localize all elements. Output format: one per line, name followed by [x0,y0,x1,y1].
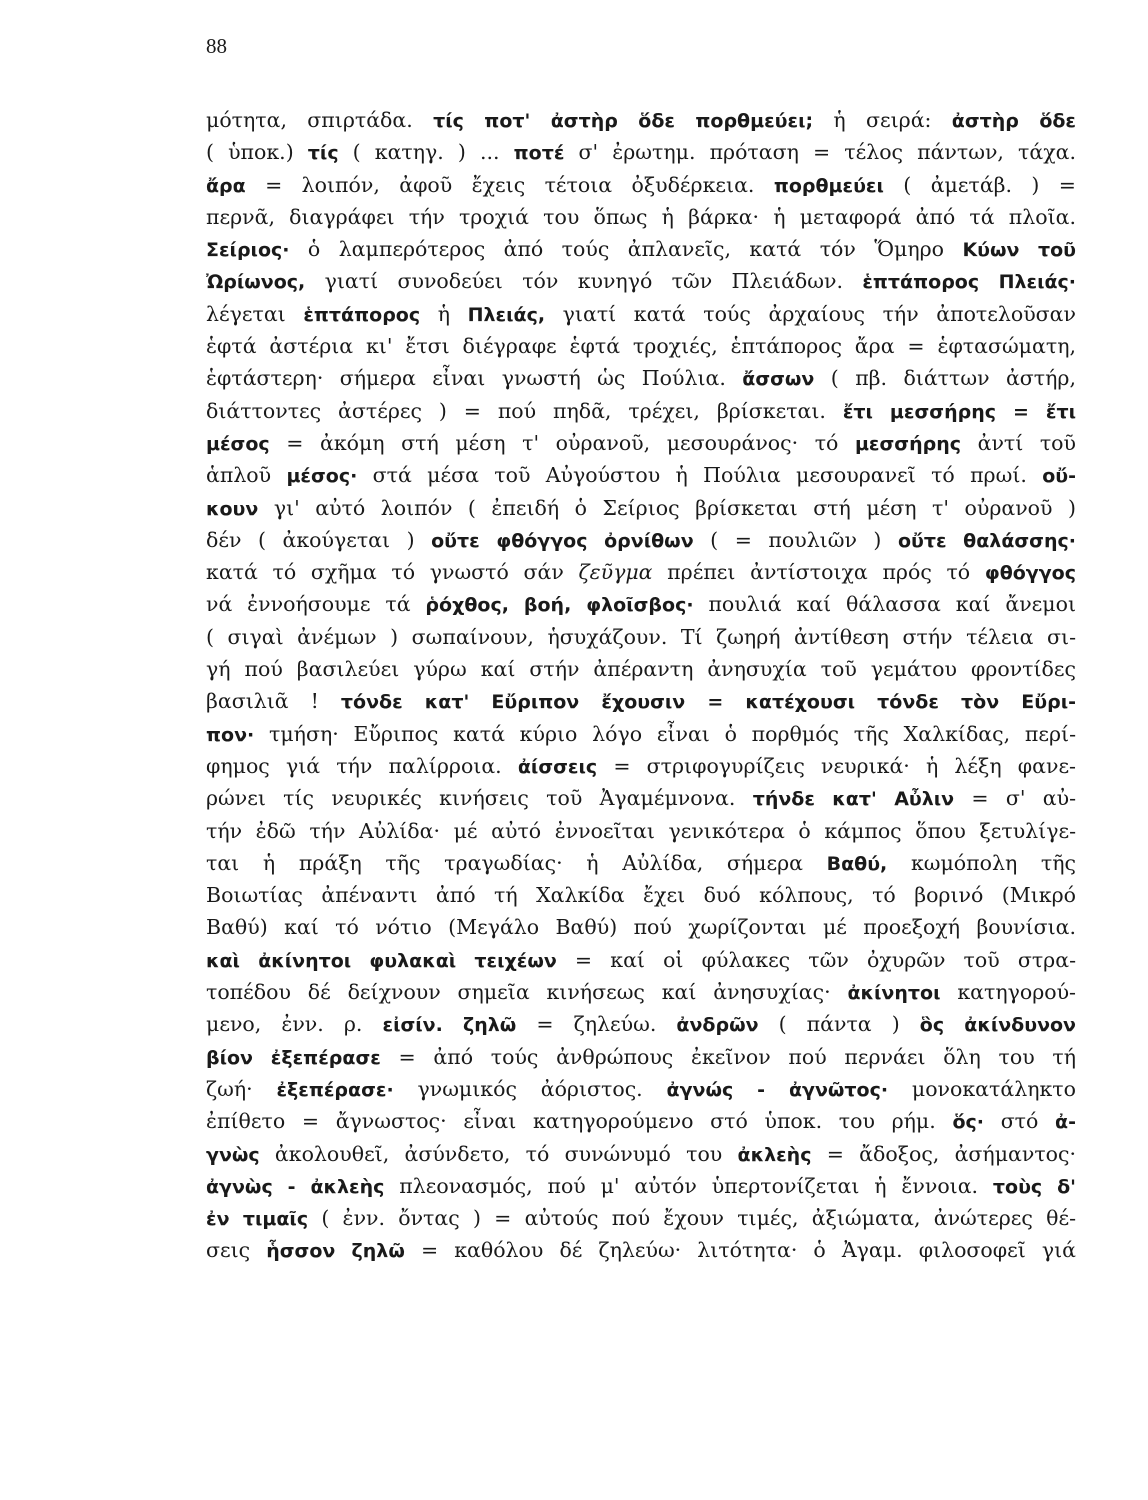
text-line [206,750,1076,782]
text-line [206,879,1076,911]
commentary-segment: = σ' αὐ- [954,786,1076,811]
text-line [206,362,1076,394]
lemma-term: πον· [206,723,255,746]
commentary-segment: πρέπει ἀντίστοιχα πρός τό [652,560,985,585]
text-line [206,782,1076,814]
commentary-segment: φημος γιά τήν παλίρροια. [206,753,518,778]
text-line [206,1234,1076,1266]
lemma-term: Σείριος· [206,239,290,262]
commentary-segment: γνωμικός ἀόριστος. [393,1076,667,1101]
lemma-term: ἀίσσεις [517,755,598,778]
commentary-segment: ( ἀμετάβ. ) = [883,172,1076,197]
page-number: 88 [206,34,227,58]
lemma-term: ἄρα [206,174,246,197]
lemma-term: γνὼς [206,1143,260,1166]
lemma-term: πορθμεύει [773,174,884,197]
text-line [206,1041,1076,1073]
lemma-term: οὔτε θαλάσσης· [897,529,1076,552]
commentary-segment: περνᾶ, διαγράφει τήν τροχιά του ὅπως ἡ βάρκα· ἡ μεταφορά ἀπό τά πλοῖα. [206,204,1076,229]
text-line [206,911,1076,943]
lemma-term: Βαθύ, [826,852,888,875]
lemma-term: ἀγνώς - ἀγνῶτος· [666,1078,889,1101]
commentary-segment: ἀντί τοῦ [961,430,1076,455]
text-line [206,815,1076,847]
text-line [206,265,1076,297]
commentary-segment: γιατί συνοδεύει τόν κυνηγό τῶν Πλειάδων. [305,269,863,294]
commentary-segment: δέν ( ἀκούγεται ) [206,527,432,552]
commentary-segment: τήν ἐδῶ τήν Αὐλίδα· μέ αὐτό ἐννοεῖται γενικότερα ὁ κάμπος ὅπου ξετυλίγε- [206,818,1076,843]
commentary-segment: ται ἡ πράξη τῆς τραγωδίας· ἡ Αὐλίδα, σήμερα [206,850,827,875]
commentary-segment: μότητα, σπιρτάδα. [206,108,434,132]
lemma-term: ἐξεπέρασε· [276,1078,394,1101]
lemma-term: βίον ἐξεπέρασε [206,1046,381,1069]
lemma-term: ἔτι μεσσήρης = ἔτι [842,400,1076,423]
text-line [206,201,1076,233]
lemma-term: τόνδε κατ' Εὔριπον ἔχουσιν = κατέχουσι τόνδε τὸν Εὔρι- [340,691,1076,714]
lemma-term: ποτέ [513,142,565,165]
text-line [206,169,1076,201]
text-line [206,330,1076,362]
commentary-segment: Βοιωτίας ἀπέναντι ἀπό τή Χαλκίδα ἔχει δυό κόλπους, τό βορινό (Μικρό [206,883,1076,908]
commentary-segment: = ἀκόμη στή μέση τ' οὐρανοῦ, μεσουράνος· τό [269,430,855,455]
text-line [206,1170,1076,1202]
commentary-segment: κατηγορού- [940,980,1076,1005]
commentary-segment: μονοκατάληκτο [888,1076,1076,1101]
commentary-segment: ἑφτά ἀστέρια κι' ἔτσι διέγραφε ἑφτά τροχιές, ἑπτάπορος ἄρα = ἑφτασώματη, [206,334,1076,359]
lemma-term: κουν [206,497,259,520]
commentary-segment: Βαθύ) καί τό νότιο (Μεγάλο Βαθύ) πού χωρίζονται μέ προεξοχή βουνίσια. [206,915,1076,940]
text-line [206,588,1076,620]
commentary-segment: τοπέδου δέ δείχνουν σημεῖα κινήσεως καί ἀνησυχίας· [206,980,848,1005]
commentary-segment: γή πού βασιλεύει γύρω καί στήν ἀπέραντη ἀνησυχία τοῦ γεμάτου φροντίδες [206,657,1076,682]
emphasis-term: ζεῦγμα [578,560,653,585]
lemma-term: ῥόχθος, βοή, φλοῖσβος· [425,594,694,617]
text-line [206,653,1076,685]
commentary-segment: ( = πουλιῶν ) [693,527,898,552]
commentary-text [206,104,1076,1267]
lemma-term: μεσσήρης [854,432,962,455]
lemma-term: Ὠρίωνος, [206,271,306,294]
lemma-term: οὔτε φθόγγος ὀρνίθων [431,529,694,552]
commentary-segment: λέγεται [206,301,304,326]
commentary-segment: τμήση· Εὔριπος κατά κύριο λόγο εἶναι ὁ πορθμός τῆς Χαλκίδας, περί- [254,721,1076,746]
commentary-segment: ἑφτάστερη· σήμερα εἶναι γνωστή ὡς Πούλια. [206,366,743,391]
lemma-term: ἑπτάπορος Πλειάς· [862,271,1076,294]
text-line [206,976,1076,1008]
text-line [206,685,1076,717]
text-line [206,427,1076,459]
commentary-segment: = ζηλεύω. [516,1012,677,1037]
text-line [206,136,1076,168]
lemma-term: τήνδε κατ' Αὖλιν [752,788,955,811]
text-line [206,1105,1076,1137]
lemma-term: τίς [307,142,339,165]
text-line [206,459,1076,491]
text-line [206,1138,1076,1170]
commentary-segment: ( ὑποκ.) [206,140,308,165]
commentary-segment: στό [984,1109,1056,1134]
lemma-term: ὃς ἀκίνδυνον [919,1014,1076,1037]
text-line [206,1202,1076,1234]
commentary-segment: ζωή· [206,1076,277,1101]
text-line [206,1008,1076,1040]
commentary-segment: = στριφογυρίζεις νευρικά· ἡ λέξη φανε- [597,753,1076,778]
lemma-term: καὶ ἀκίνητοι φυλακαὶ τειχέων [206,949,557,972]
lemma-term: Κύων τοῦ [962,239,1076,262]
commentary-segment: ἀκολουθεῖ, ἀσύνδετο, τό συνώνυμό του [259,1141,738,1166]
commentary-segment: ( ἐνν. ὄντας ) = αὐτούς πού ἔχουν τιμές, ἀξιώματα, ἀνώτερες θέ- [308,1206,1076,1231]
commentary-segment: κατά τό σχῆμα τό γνωστό σάν [206,560,579,585]
lemma-term: Πλειάς, [467,303,546,326]
lemma-term: ὅς· [952,1111,985,1134]
text-line [206,298,1076,330]
lemma-term: ἑπτάπορος [303,303,421,326]
commentary-segment: σ' ἐρωτημ. πρόταση = τέλος πάντων, τάχα. [564,140,1076,165]
lemma-term: εἰσίν. ζηλῶ [382,1014,517,1037]
lemma-term: ἀστὴρ ὅδε [951,110,1076,132]
commentary-segment: = λοιπόν, ἀφοῦ ἔχεις τέτοια ὀξυδέρκεια. [245,172,774,197]
commentary-segment: βασιλιᾶ ! [206,689,341,714]
text-line [206,847,1076,879]
text-line [206,524,1076,556]
commentary-segment: ( σιγαὶ ἀνέμων ) σωπαίνουν, ἡσυχάζουν. Τί ζωηρή ἀντίθεση στήν τέλεια σι- [206,624,1076,649]
text-line [206,395,1076,427]
commentary-segment: πουλιά καί θάλασσα καί ἄνεμοι [693,592,1076,617]
lemma-term: ἀγνὼς - ἀκλεὴς [206,1175,385,1198]
text-line [206,492,1076,524]
text-line [206,621,1076,653]
commentary-segment: ( πβ. διάττων ἀστήρ, [814,366,1076,391]
commentary-segment: ( κατηγ. ) ... [338,140,514,165]
commentary-segment: διάττοντες ἀστέρες ) = πού πηδᾶ, τρέχει, βρίσκεται. [206,398,843,423]
lemma-term: ἀκίνητοι [847,982,941,1005]
lemma-term: μέσος· [286,465,358,488]
lemma-term: ἐν τιμαῖς [206,1208,309,1231]
commentary-segment: ρώνει τίς νευρικές κινήσεις τοῦ Ἀγαμέμνονα. [206,786,753,811]
commentary-segment: = καί οἱ φύλακες τῶν ὀχυρῶν τοῦ στρα- [556,947,1076,972]
commentary-segment: σεις [206,1238,267,1263]
commentary-segment: νά ἐννοήσουμε τά [206,592,426,617]
commentary-segment: μενο, ἐνν. ρ. [206,1012,383,1037]
text-line [206,104,1076,136]
text-line [206,233,1076,265]
commentary-segment: ἡ [420,301,468,326]
lemma-term: μέσος [206,432,270,455]
text-line [206,718,1076,750]
commentary-segment: = καθόλου δέ ζηλεύω· λιτότητα· ὁ Ἀγαμ. φιλοσοφεῖ γιά [404,1238,1076,1263]
lemma-term: ἀ- [1055,1111,1076,1134]
text-line [206,1073,1076,1105]
commentary-segment: ἐπίθετο = ἄγνωστος· εἶναι κατηγορούμενο στό ὑποκ. του ρήμ. [206,1109,953,1134]
text-line [206,944,1076,976]
lemma-term: τίς ποτ' ἀστὴρ ὅδε πορθμεύει; [433,110,814,132]
commentary-segment: στά μέσα τοῦ Αὐγούστου ἡ Πούλια μεσουρανεῖ τό πρωί. [357,463,1043,488]
commentary-segment: = ἄδοξος, ἀσήμαντος· [811,1141,1076,1166]
commentary-segment: = ἀπό τούς ἀνθρώπους ἐκεῖνον πού περνάει ὅλη του τή [380,1044,1076,1069]
lemma-term: οὔ- [1042,465,1076,488]
commentary-segment: πλεονασμός, πού μ' αὐτόν ὑπερτονίζεται ἡ ἔννοια. [384,1173,993,1198]
commentary-segment: ἁπλοῦ [206,463,287,488]
lemma-term: ἄσσων [742,368,815,391]
commentary-segment: ἡ σειρά: [813,108,952,132]
lemma-term: τοὺς δ' [992,1175,1076,1198]
lemma-term: ἀνδρῶν [676,1014,759,1037]
lemma-term: ἧσσον ζηλῶ [266,1240,405,1263]
commentary-segment: γιατί κατά τούς ἀρχαίους τήν ἀποτελοῦσαν [545,301,1076,326]
commentary-segment: ὁ λαμπερότερος ἀπό τούς ἀπλανεῖς, κατά τόν Ὅμηρο [289,237,963,262]
commentary-segment: κωμόπολη τῆς [887,850,1076,875]
text-line [206,556,1076,588]
lemma-term: φθόγγος [984,562,1076,585]
commentary-segment: γι' αὐτό λοιπόν ( ἐπειδή ὁ Σείριος βρίσκεται στή μέση τ' οὐρανοῦ ) [258,495,1076,520]
lemma-term: ἀκλεὴς [737,1143,812,1166]
commentary-segment: ( πάντα ) [758,1012,920,1037]
